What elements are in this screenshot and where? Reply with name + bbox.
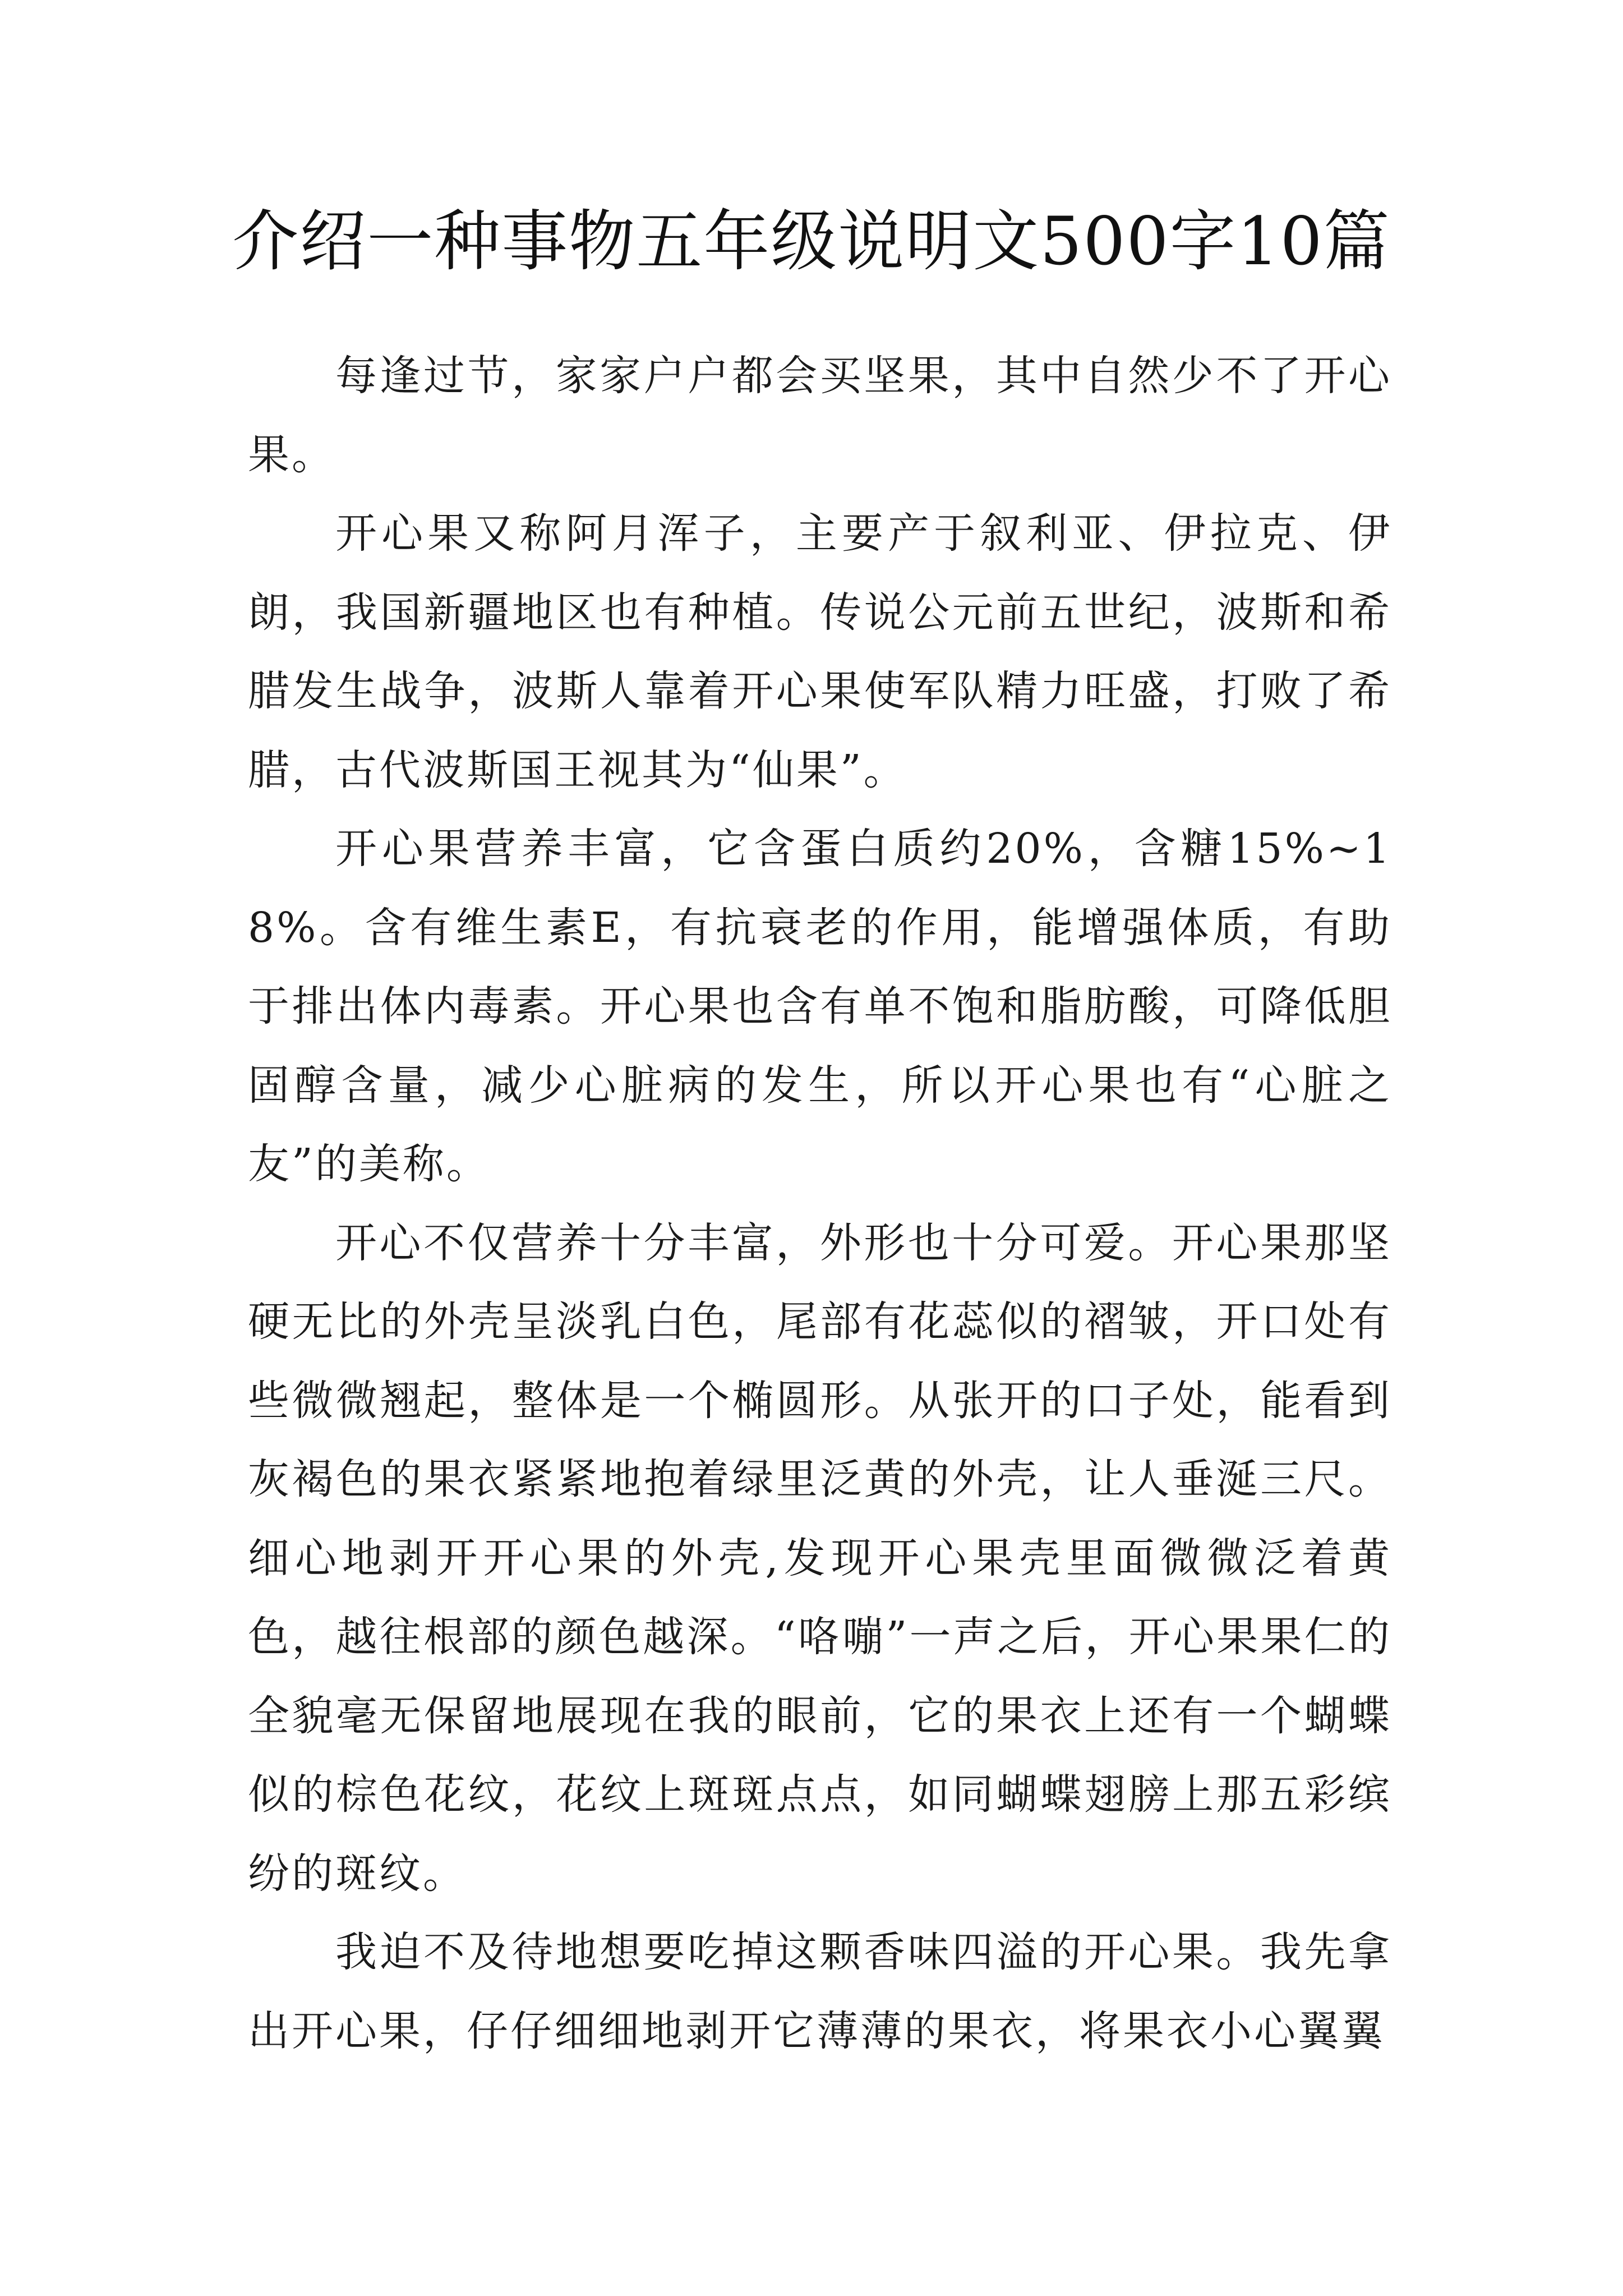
paragraph: 每逢过节，家家户户都会买坚果，其中自然少不了开心果。 — [248, 352, 1392, 479]
paragraph: 开心果营养丰富，它含蛋白质约20%，含糖15%~18%。含有维生素E，有抗衰老的作用，能增强体质，有助于排出体内毒素。开心果也含有单不饱和脂肪酸，可降低胆固醇含量，减少心脏病的发生，所以开心果也有“心脏之友”的美称。 — [248, 825, 1392, 1188]
paragraph: 开心不仅营养十分丰富，外形也十分可爱。开心果那坚硬无比的外壳呈淡乳白色，尾部有花蕊似的褶皱，开口处有些微微翘起，整体是一个椭圆形。从张开的口子处，能看到灰褐色的果衣紧紧地抱着绿里泛黄的外壳，让人垂涎三尺。细心地剥开开心果的外壳,发现开心果壳里面微微泛着黄色，越往根部的颜色越深。“咯嘣”一声之后，开心果果仁的全貌毫无保留地展现在我的眼前，它的果衣上还有一个蝴蝶似的棕色花纹，花纹上斑斑点点，如同蝴蝶翅膀上那五彩缤纷的斑纹。 — [248, 1218, 1392, 1898]
document-body — [248, 337, 1392, 2070]
paragraph: 我迫不及待地想要吃掉这颗香味四溢的开心果。我先拿出开心果，仔仔细细地剥开它薄薄的果衣，将果衣小心翼翼 — [248, 1928, 1392, 2055]
document-title: 介绍一种事物五年级说明文500字10篇 — [232, 203, 1391, 280]
paragraph: 开心果又称阿月浑子，主要产于叙利亚、伊拉克、伊朗，我国新疆地区也有种植。传说公元前五世纪，波斯和希腊发生战争，波斯人靠着开心果使军队精力旺盛，打败了希腊，古代波斯国王视其为“仙果”。 — [248, 509, 1392, 794]
